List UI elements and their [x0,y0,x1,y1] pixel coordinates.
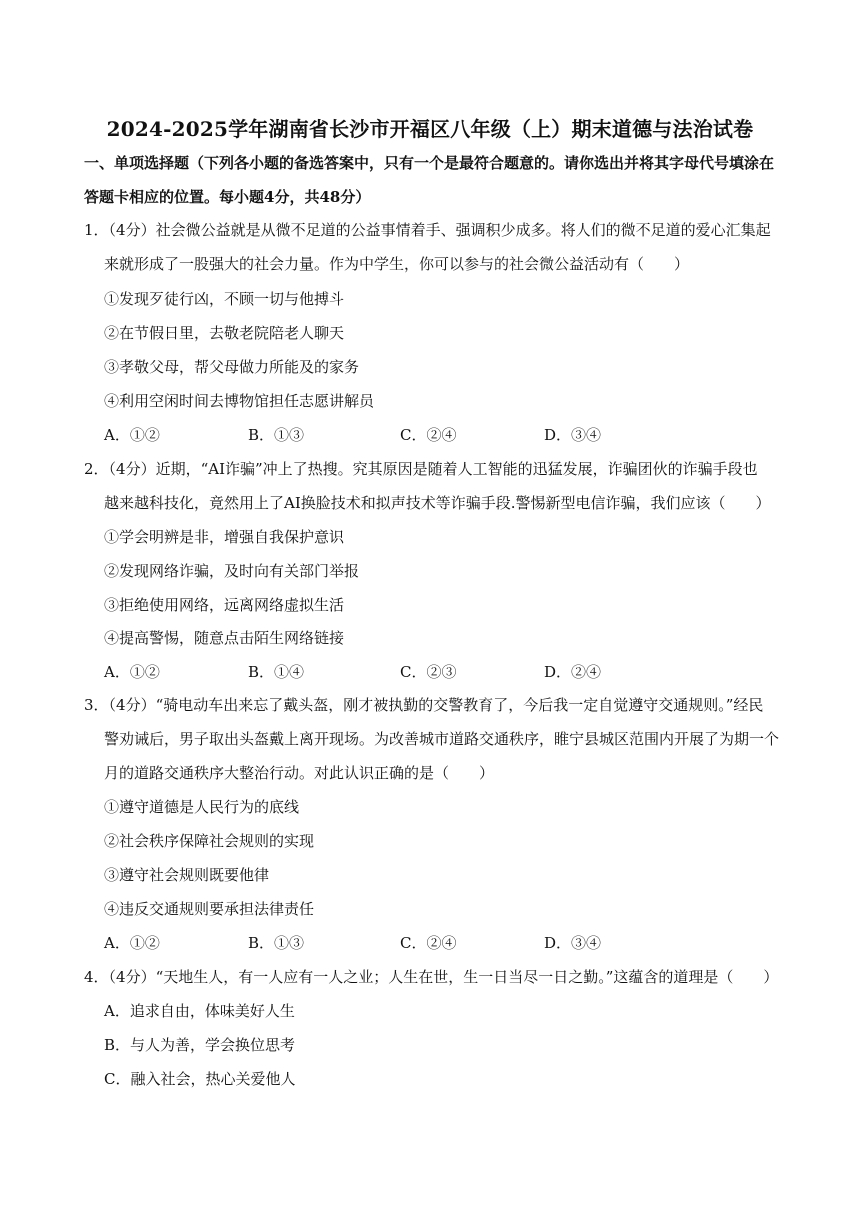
question-1-stem-line2: 来就形成了一股强大的社会力量。作为中学生，你可以参与的社会微公益活动有（ ） [104,255,690,273]
choice-b: B．①④ [248,663,305,681]
question-3-item-4: ④违反交通规则要承担法律责任 [104,900,315,918]
question-3-choices [104,933,664,953]
choice-c: C．②④ [400,934,457,952]
choice-d: D．②④ [544,663,602,681]
question-3-item-1: ①遵守道德是人民行为的底线 [104,798,300,816]
question-1-stem-line1: 1．（4分）社会微公益就是从微不足道的公益事情着手、强调积少成多。将人们的微不足道的爱心汇集起 [84,221,771,239]
question-3-stem-line1: 3．（4分）“骑电动车出来忘了戴头盔，刚才被执勤的交警教育了，今后我一定自觉遵守交通规则。”经民 [84,696,764,714]
question-3-item-2: ②社会秩序保障社会规则的实现 [104,832,315,850]
question-2-item-1: ①学会明辨是非，增强自我保护意识 [104,528,345,546]
question-4-option-b: B．与人为善，学会换位思考 [104,1036,296,1054]
question-1-choices [104,425,664,445]
question-4-option-a: A．追求自由，体味美好人生 [104,1002,295,1020]
question-3-item-3: ③遵守社会规则既要他律 [104,866,270,884]
question-2-choices [104,662,664,682]
question-3-stem-line2: 警劝诫后，男子取出头盔戴上离开现场。为改善城市道路交通秩序，睢宁县城区范围内开展了为期一个 [104,730,780,748]
choice-b: B．①③ [248,934,305,952]
question-2-stem-line2: 越来越科技化，竟然用上了AI换脸技术和拟声技术等诈骗手段.警惕新型电信诈骗，我们应该（ ） [104,494,771,512]
section-heading [84,146,784,214]
choice-a: A．①② [104,934,160,952]
choice-a: A．①② [104,426,160,444]
section-heading-line2: 答题卡相应的位置。每小题4分，共48分） [84,188,371,206]
choice-d: D．③④ [544,934,602,952]
section-heading-line1: 一、单项选择题（下列各小题的备选答案中，只有一个是最符合题意的。请你选出并将其字母代号填涂在 [84,154,775,172]
question-2-item-3: ③拒绝使用网络，远离网络虚拟生活 [104,596,345,614]
question-4-stem-line1: 4．（4分）“天地生人，有一人应有一人之业；人生在世，生一日当尽一日之勤。”这蕴含的道理是（ ） [84,968,779,986]
exam-title: 2024-2025学年湖南省长沙市开福区八年级（上）期末道德与法治试卷 [106,117,754,141]
choice-c: C．②④ [400,426,457,444]
choice-c: C．②③ [400,663,457,681]
question-1-item-2: ②在节假日里，去敬老院陪老人聊天 [104,324,345,342]
question-1-item-1: ①发现歹徒行凶，不顾一切与他搏斗 [104,290,345,308]
choice-d: D．③④ [544,426,602,444]
question-2-item-4: ④提高警惕，随意点击陌生网络链接 [104,629,345,647]
question-2-stem-line1: 2．（4分）近期，“AI诈骗”冲上了热搜。究其原因是随着人工智能的迅猛发展，诈骗团伙的诈骗手段也 [84,460,758,478]
choice-b: B．①③ [248,426,305,444]
question-4-option-c: C．融入社会，热心关爱他人 [104,1070,296,1088]
question-2-item-2: ②发现网络诈骗，及时向有关部门举报 [104,562,360,580]
choice-a: A．①② [104,663,160,681]
question-1-item-3: ③孝敬父母，帮父母做力所能及的家务 [104,358,360,376]
question-3-stem-line3: 月的道路交通秩序大整治行动。对此认识正确的是（ ） [104,764,495,782]
question-1-item-4: ④利用空闲时间去博物馆担任志愿讲解员 [104,392,375,410]
